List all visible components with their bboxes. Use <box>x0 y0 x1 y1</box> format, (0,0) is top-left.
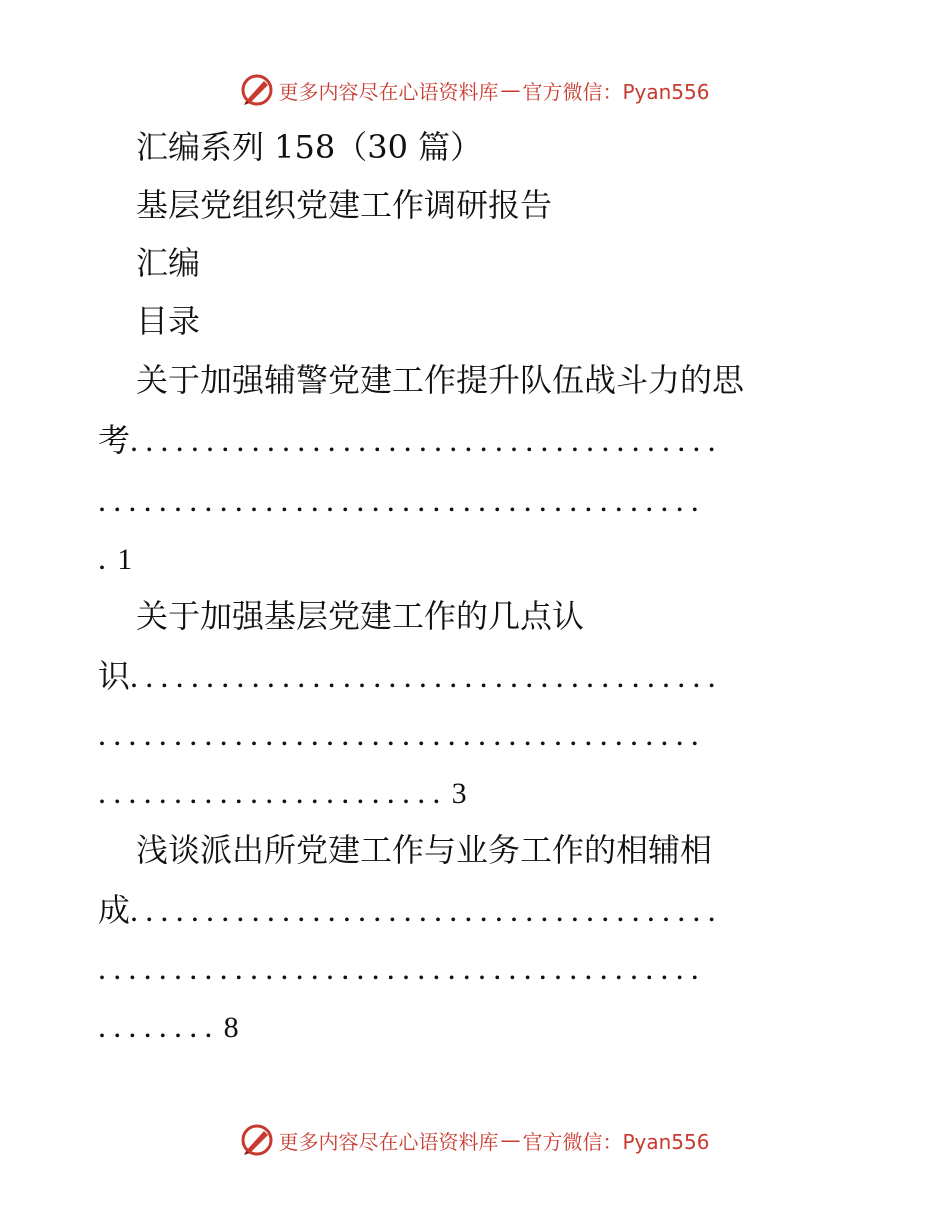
series-line: 汇编系列 158（30 篇） <box>136 128 483 166</box>
toc-entry-1-title-cont <box>98 420 723 460</box>
toc-entry-1-page: 1 <box>117 543 133 576</box>
toc-entry-2-leader: ....................................... <box>130 658 723 694</box>
toc-entry-1-title-end: 考 <box>98 421 131 459</box>
toc-entry-3-page: 8 <box>223 1011 239 1044</box>
toc-entry-3-title: 浅谈派出所党建工作与业务工作的相辅相 <box>136 831 713 869</box>
toc-entry-1-leader: ....................................... <box>130 422 723 458</box>
watermark-separator: — <box>500 1128 521 1152</box>
toc-heading: 目录 <box>136 302 201 340</box>
pen-logo-icon <box>240 73 274 107</box>
toc-entry-1-leader-2: ........................................ <box>98 482 706 518</box>
toc-entry-1-title: 关于加强辅警党建工作提升队伍战斗力的思 <box>136 361 745 399</box>
footer-watermark <box>0 1120 950 1160</box>
document-title: 基层党组织党建工作调研报告 <box>136 186 553 224</box>
watermark-text: 更多内容尽在心语资料库 <box>278 79 499 104</box>
header-watermark <box>0 70 950 110</box>
watermark-contact: 官方微信：Pyan556 <box>522 79 710 104</box>
watermark-separator: — <box>500 78 521 102</box>
toc-entry-2-page: 3 <box>451 777 467 810</box>
toc-entry-3-leader-2: ........................................ <box>98 950 706 986</box>
toc-entry-2-leader-2: ........................................ <box>98 716 706 752</box>
toc-entry-3-leader: ....................................... <box>130 892 723 928</box>
toc-entry-3-title-cont <box>98 890 723 930</box>
toc-entry-2-title-end: 识 <box>98 657 131 695</box>
watermark-text: 更多内容尽在心语资料库 <box>278 1129 499 1154</box>
toc-entry-1-leader-3: . 1 <box>98 540 133 576</box>
toc-entry-2-title: 关于加强基层党建工作的几点认 <box>136 597 585 635</box>
watermark-contact: 官方微信：Pyan556 <box>522 1129 710 1154</box>
pen-logo-icon <box>240 1123 274 1157</box>
toc-entry-3-leader-3: ........ 8 <box>98 1008 239 1044</box>
toc-entry-2-leader-3: ....................... 3 <box>98 774 467 810</box>
toc-entry-3-title-end: 成 <box>98 891 131 929</box>
toc-entry-2-title-cont <box>98 656 723 696</box>
document-subtitle: 汇编 <box>136 244 201 282</box>
